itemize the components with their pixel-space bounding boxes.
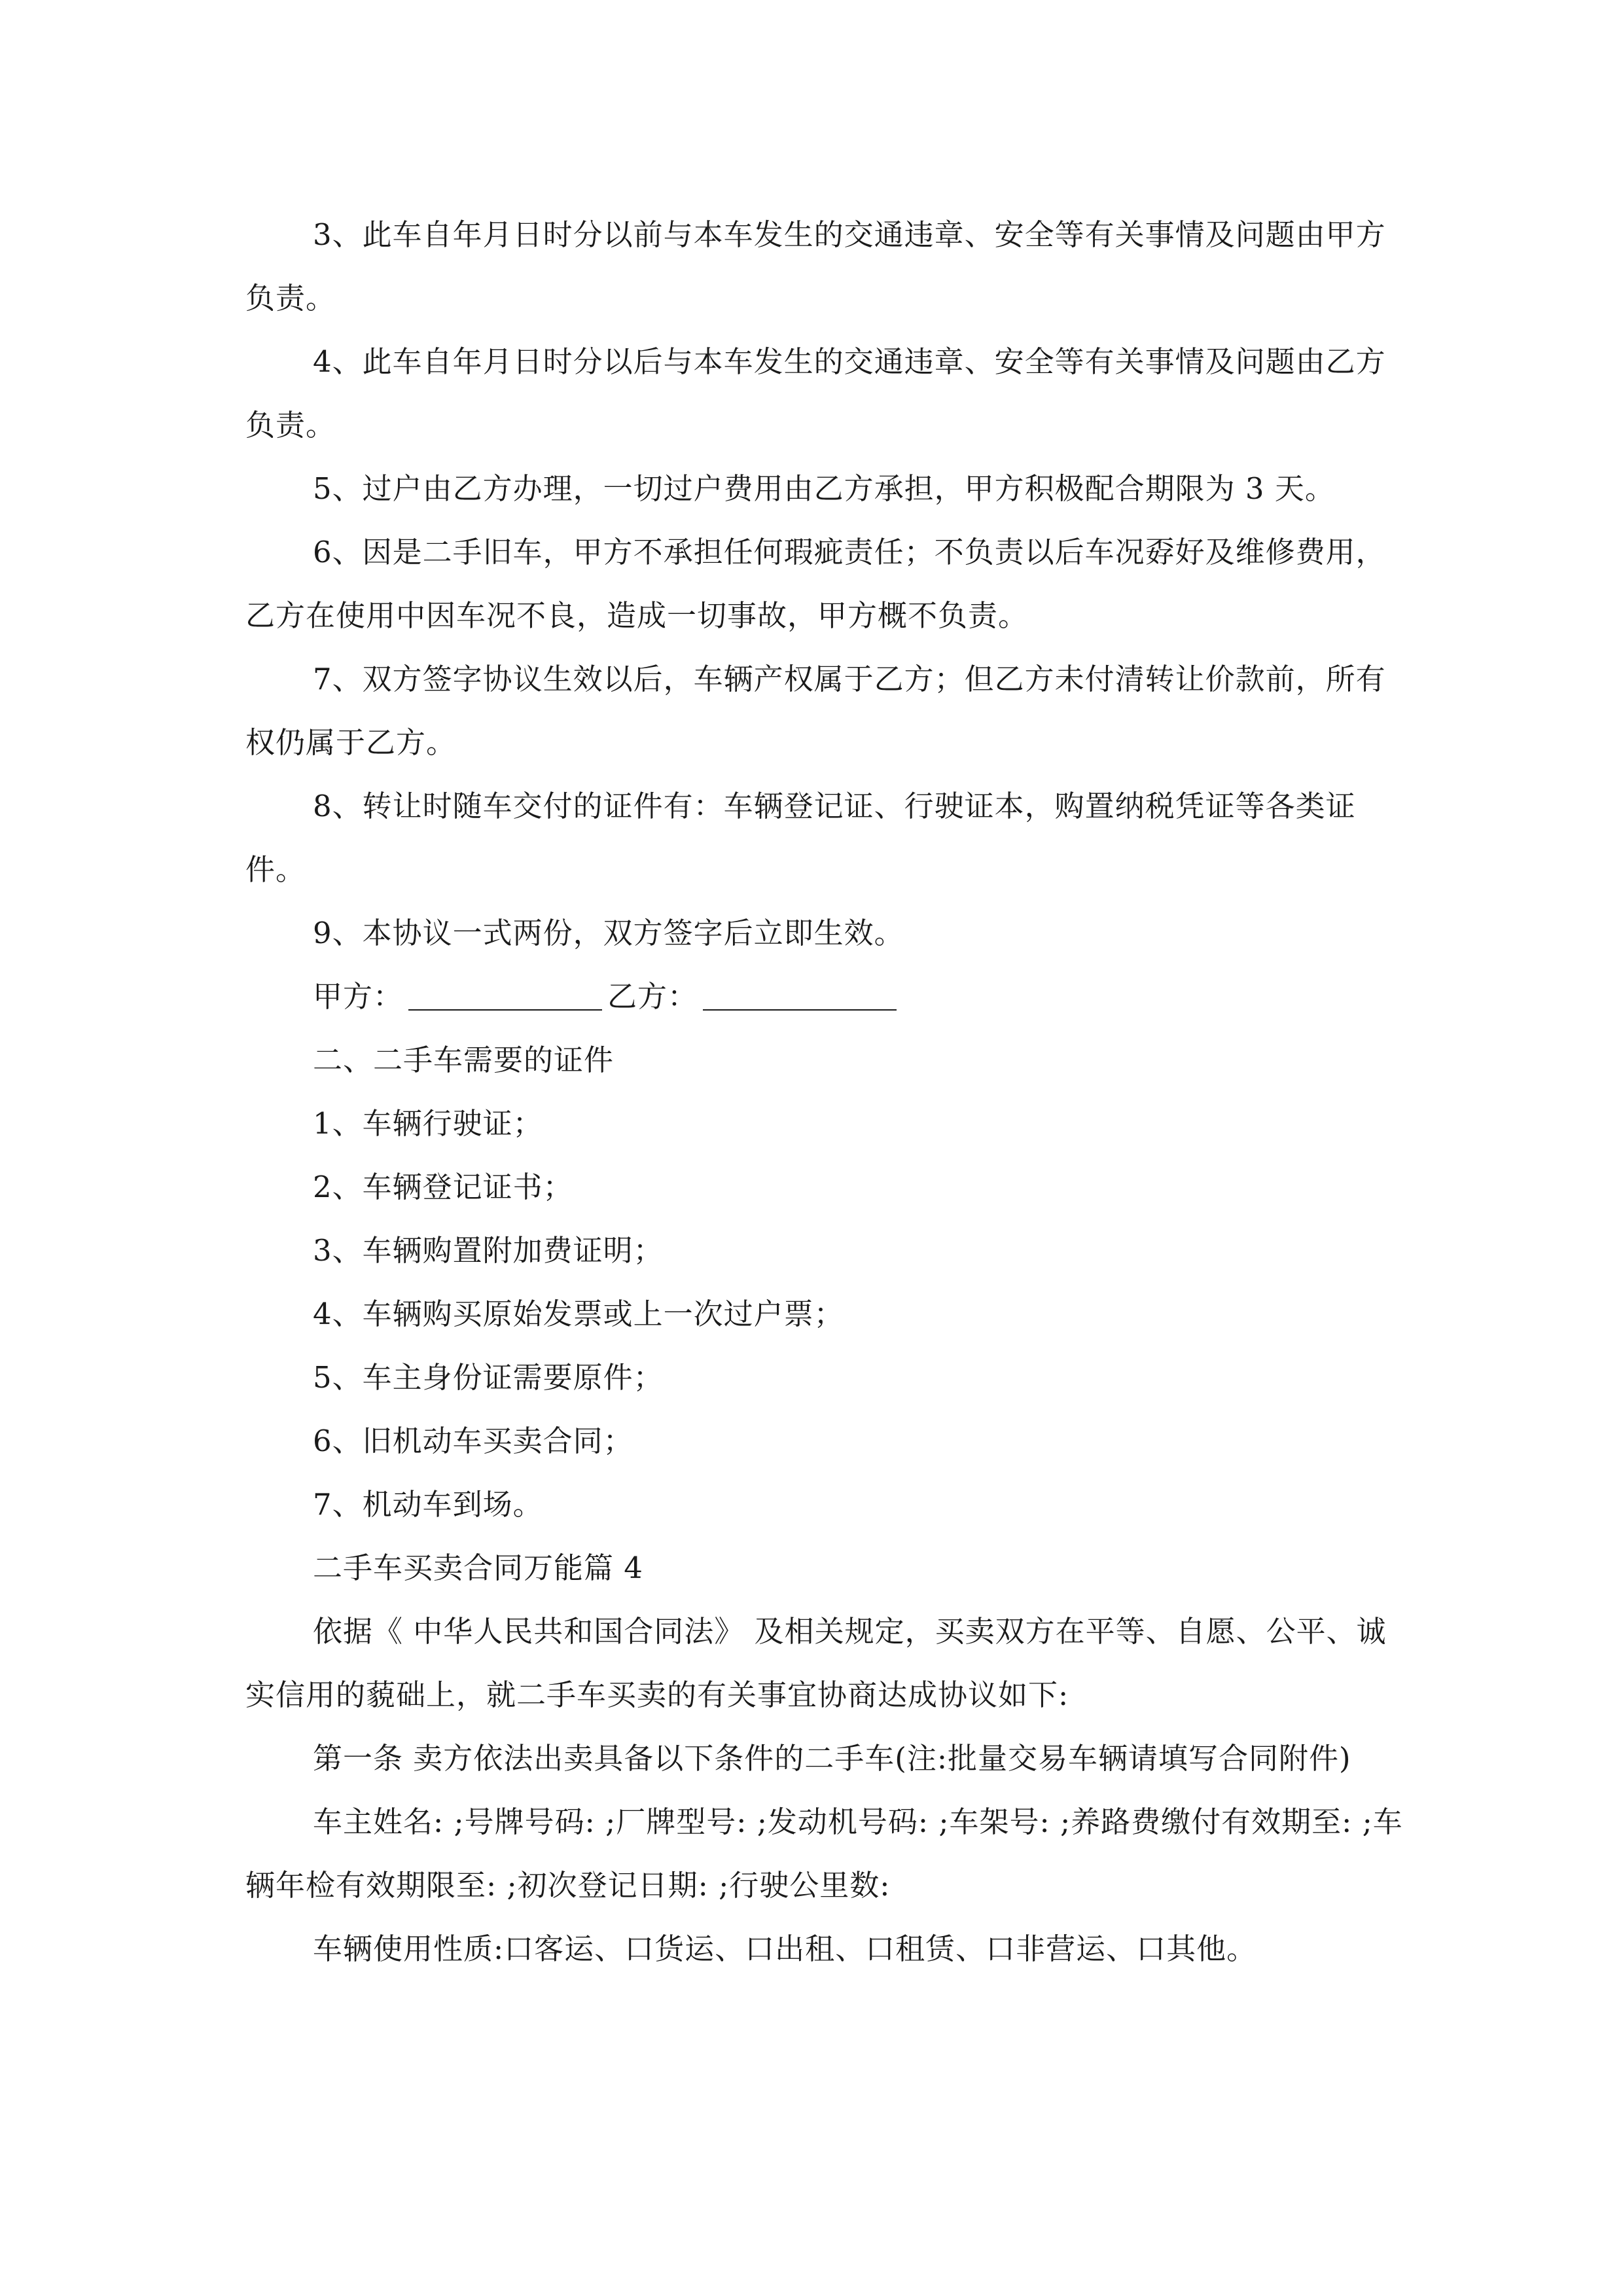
document-body [245, 203, 1404, 1981]
contract-title: 二手车买卖合同万能篇 4 [313, 1551, 643, 1585]
vehicle-info-fields: 车主姓名: ;号牌号码: ;厂牌型号: ;发动机号码: ;车架号: ;养路费缴付有效期至: ;车辆年检有效期限至: ;初次登记日期: ;行驶公里数: [245, 1804, 1403, 1903]
party-b-label: 乙方： [607, 979, 698, 1014]
doc-item-4: 4、车辆购买原始发票或上一次过户票； [313, 1297, 844, 1331]
party-b-blank [703, 1009, 897, 1011]
party-a-blank [408, 1009, 602, 1011]
doc-item-1: 1、车辆行驶证； [313, 1106, 543, 1141]
paragraph-item-9: 9、本协议一式两份，双方签字后立即生效。 [313, 916, 904, 950]
party-a-label: 甲方： [313, 979, 404, 1014]
paragraph-item-5: 5、过户由乙方办理，一切过户费用由乙方承担，甲方积极配合期限为 3 天。 [313, 471, 1335, 506]
doc-item-3: 3、车辆购置附加费证明； [313, 1233, 664, 1268]
contract-preamble: 依据《 中华人民共和国合同法》 及相关规定，买卖双方在平等、自愿、公平、诚实信用的藐础上，就二手车买卖的有关事宜协商达成协议如下: [245, 1614, 1387, 1712]
article-one: 第一条 卖方依法出卖具备以下条件的二手车(注:批量交易车辆请填写合同附件) [313, 1741, 1351, 1776]
paragraph-item-8: 8、转让时随车交付的证件有：车辆登记证、行驶证本，购置纳税凭证等各类证件。 [245, 789, 1356, 887]
doc-item-2: 2、车辆登记证书； [313, 1170, 573, 1204]
doc-item-7: 7、机动车到场。 [313, 1487, 543, 1522]
doc-item-6: 6、旧机动车买卖合同； [313, 1424, 633, 1458]
section-heading-documents: 二、二手车需要的证件 [313, 1043, 615, 1077]
paragraph-item-7: 7、双方签字协议生效以后，车辆产权属于乙方；但乙方未付清转让价款前，所有权仍属于乙方。 [245, 662, 1386, 760]
vehicle-usage-type: 车辆使用性质:口客运、口货运、口出租、口租赁、口非营运、口其他。 [313, 1931, 1257, 1966]
doc-item-5: 5、车主身份证需要原件； [313, 1360, 664, 1395]
paragraph-item-3: 3、此车自年月日时分以前与本车发生的交通违章、安全等有关事情及问题由甲方负责。 [245, 217, 1386, 315]
paragraph-item-6: 6、因是二手旧车，甲方不承担任何瑕疵责任；不负责以后车况孬好及维修费用，乙方在使用中因车况不良，造成一切事故，甲方概不负责。 [245, 535, 1386, 633]
paragraph-item-4: 4、此车自年月日时分以后与本车发生的交通违章、安全等有关事情及问题由乙方负责。 [245, 344, 1386, 442]
signature-line [245, 965, 1404, 1028]
